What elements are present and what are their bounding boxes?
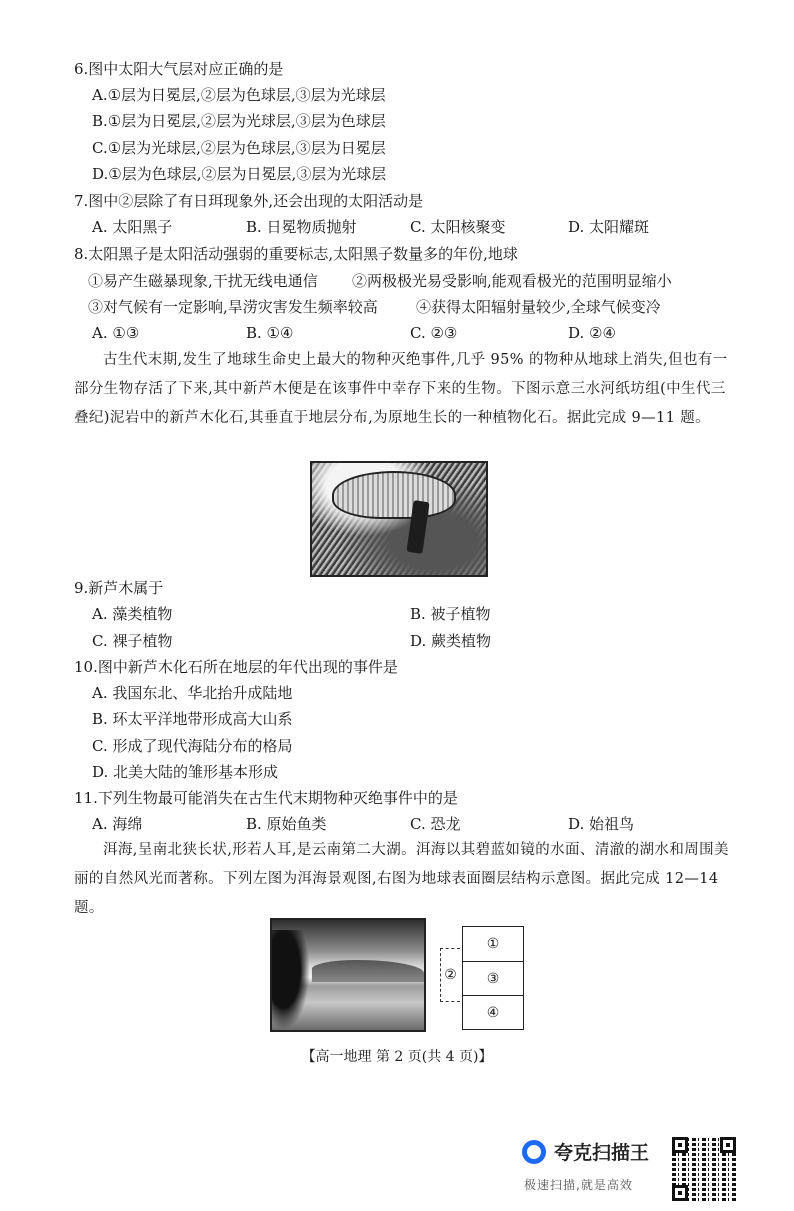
erhai-lake-photo: [270, 918, 426, 1032]
q7-option-a: A. 太阳黑子: [92, 218, 173, 236]
passage-erhai: 洱海,呈南北狭长状,形若人耳,是云南第二大湖。洱海以其碧蓝如镜的水面、清澈的湖水和周围美丽的自然风光而著称。下列左图为洱海景观图,右图为地球表面圈层结构示意图。据此完成 12—14 题。: [74, 842, 729, 916]
q8-stem: 8.太阳黑子是太阳活动强弱的重要标志,太阳黑子数量多的年份,地球: [74, 245, 518, 263]
q10-option-b: B. 环太平洋地带形成高大山系: [92, 710, 293, 728]
q8-option-a: A. ①③: [92, 324, 140, 342]
diagram-layer-2: ②: [440, 948, 460, 1002]
qr-code-icon: [672, 1137, 736, 1201]
q8-option-b: B. ①④: [246, 324, 294, 342]
q6-stem: 6.图中太阳大气层对应正确的是: [74, 60, 284, 78]
q8-item-2: ②两极极光易受影响,能观看极光的范围明显缩小: [352, 272, 672, 290]
q9-option-a: A. 藻类植物: [92, 605, 173, 623]
page-footer: 【高一地理 第 2 页(共 4 页)】: [301, 1049, 493, 1065]
q7-option-b: B. 日冕物质抛射: [246, 218, 357, 236]
q6-option-a: A.①层为日冕层,②层为色球层,③层为光球层: [92, 86, 386, 104]
q6-option-d: D.①层为色球层,②层为日冕层,③层为光球层: [92, 165, 387, 183]
diagram-layer-3: ③: [462, 962, 524, 996]
q8-item-1: ①易产生磁暴现象,干扰无线电通信: [88, 272, 318, 290]
diagram-layer-1: ①: [462, 926, 524, 962]
q6-option-b: B.①层为日冕层,②层为光球层,③层为色球层: [92, 112, 386, 130]
q9-stem: 9.新芦木属于: [74, 579, 164, 597]
q11-option-d: D. 始祖鸟: [568, 815, 635, 833]
q10-option-c: C. 形成了现代海陆分布的格局: [92, 737, 293, 755]
q9-option-d: D. 蕨类植物: [410, 632, 492, 650]
q8-item-3: ③对气候有一定影响,旱涝灾害发生频率较高: [88, 298, 378, 316]
q10-stem: 10.图中新芦木化石所在地层的年代出现的事件是: [74, 658, 398, 676]
earth-sphere-diagram: [440, 926, 530, 1030]
q8-option-d: D. ②④: [568, 324, 616, 342]
q10-option-d: D. 北美大陆的雏形基本形成: [92, 763, 279, 781]
scanner-brand-name: 夸克扫描王: [554, 1142, 650, 1164]
fossil-photo: [310, 461, 488, 577]
scanner-logo-icon: [522, 1140, 546, 1164]
q7-stem: 7.图中②层除了有日珥现象外,还会出现的太阳活动是: [74, 192, 424, 210]
q7-option-d: D. 太阳耀斑: [568, 218, 650, 236]
q10-option-a: A. 我国东北、华北抬升成陆地: [92, 684, 293, 702]
lake-tree-shape: [272, 930, 310, 1030]
q11-stem: 11.下列生物最可能消失在古生代末期物种灭绝事件中的是: [74, 789, 458, 807]
q11-option-b: B. 原始鱼类: [246, 815, 327, 833]
q7-option-c: C. 太阳核聚变: [410, 218, 506, 236]
q8-option-c: C. ②③: [410, 324, 458, 342]
q11-option-c: C. 恐龙: [410, 815, 461, 833]
scanner-tagline: 极速扫描,就是高效: [524, 1178, 633, 1192]
scanner-watermark: [522, 1136, 672, 1196]
q6-option-c: C.①层为光球层,②层为色球层,③层为日冕层: [92, 139, 386, 157]
q8-item-4: ④获得太阳辐射量较少,全球气候变冷: [416, 298, 661, 316]
diagram-layer-4: ④: [462, 996, 524, 1030]
lake-hill-shape: [312, 960, 424, 982]
q9-option-b: B. 被子植物: [410, 605, 491, 623]
passage-fossil: 古生代末期,发生了地球生命史上最大的物种灭绝事件,几乎 95% 的物种从地球上消失,但也有一部分生物存活了下来,其中新芦木便是在该事件中幸存下来的生物。下图示意三水河纸坊组(中生代三叠纪)泥岩中的新芦木化石,其垂直于地层分布,为原地生长的一种植物化石。据此完成 9—11 题。: [74, 352, 728, 426]
fossil-rock-shape: [332, 471, 456, 519]
q9-option-c: C. 裸子植物: [92, 632, 173, 650]
q11-option-a: A. 海绵: [92, 815, 143, 833]
